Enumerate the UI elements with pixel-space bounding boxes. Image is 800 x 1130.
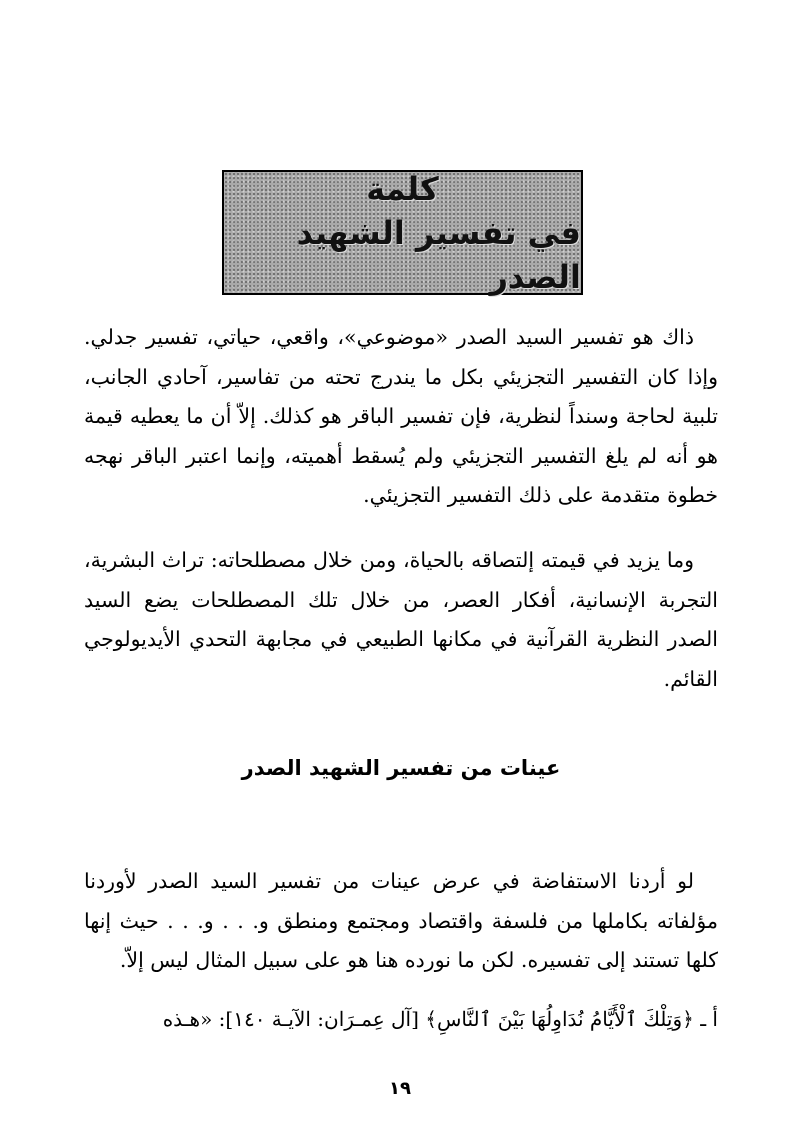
paragraph-1: ذاك هو تفسير السيد الصدر «موضوعي»، واقعي، حياتي، تفسير جدلي. وإذا كان التفسير التجزيئي بكل ما يندرج تحته من تفاسير، آحادي الجانب، تلبية لحاجة وسنداً لنظرية، فإن تفسير الباقر هو كذلك. إلاّ أن ما يعطيه قيمة هو أنه لم يلغ التفسير التجزيئي ولم يُسقط أهميته، وإنما اعتبر الباقر نهجه خطوة متقدمة على ذلك التفسير التجزيئي. <box>84 325 718 507</box>
paragraph-3: لو أردنا الاستفاضة في عرض عينات من تفسير السيد الصدر لأوردنا مؤلفاته بكاملها من فلسفة واقتصاد ومجتمع ومنطق و. . . و. . . حيث إنها كلها تستند إلى تفسيره. لكن ما نورده هنا هو على سبيل المثال ليس إلاّ. <box>84 869 718 972</box>
chapter-title-box <box>222 170 583 295</box>
verse-citation-line: أ ـ ﴿وَتِلْكَ ٱلْأَيَّامُ نُدَاوِلُهَا بَيْنَ ٱلنَّاسِ﴾ [آل عِمـرَان: الآيـة ١٤٠]: «هـذه <box>162 1007 718 1031</box>
chapter-title-line-2: في تفسير الشهيد الصدر <box>296 213 581 296</box>
section-heading: عينات من تفسير الشهيد الصدر <box>241 756 561 780</box>
page-number: ١٩ <box>389 1078 411 1099</box>
paragraph-2: وما يزيد في قيمته إلتصاقه بالحياة، ومن خلال مصطلحاته: تراث البشرية، التجربة الإنسانية، أفكار العصر، من خلال تلك المصطلحات يضع السيد الصدر النظرية القرآنية في مكانها الطبيعي في مجابهة التحدي الأيديولوجي القائم. <box>84 548 718 691</box>
chapter-title-line-1: كلمة <box>366 169 439 208</box>
